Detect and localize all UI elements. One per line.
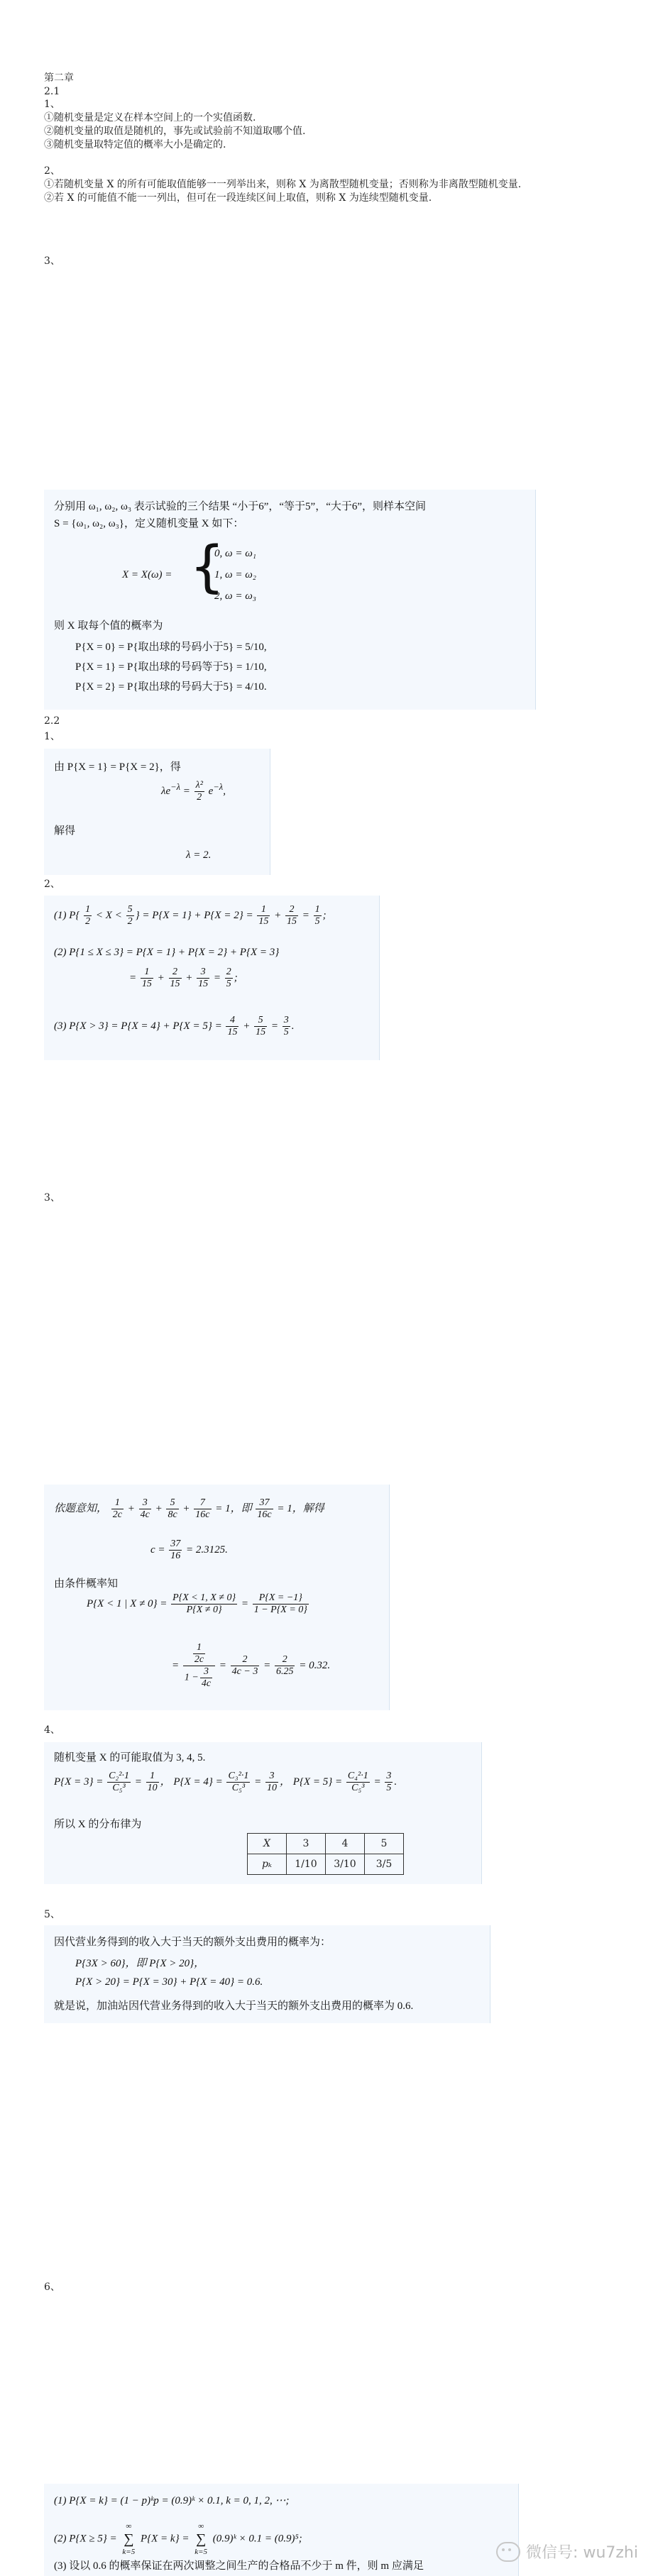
answer-line: ②若 X 的可能值不能一一列出，但可在一段连续区间上取值，则称 X 为连续型随机变量. — [44, 192, 432, 204]
answer-line: ①随机变量是定义在样本空间上的一个实值函数. — [44, 112, 256, 123]
piecewise-case: 1, ω = ω₂ — [214, 569, 257, 580]
result: λ = 2. — [186, 849, 212, 861]
brace-symbol: { — [190, 535, 225, 599]
solution-image-2-2-q3 — [44, 1485, 390, 1710]
solution-line: (3) 设以 0.6 的概率保证在两次调整之间生产的合格品不少于 m 件，则 m 应满足 — [54, 2560, 424, 2572]
chapter-title: 第二章 — [44, 72, 74, 84]
answer-line: ①若随机变量 X 的所有可能取值能够一一列举出来，则称 X 为离散型随机变量；否则称为非离散型随机变量. — [44, 179, 522, 190]
table-cell: 3 — [287, 1834, 326, 1854]
solution-line: 解得 — [54, 825, 76, 837]
equation-line: P{X < 1 | X ≠ 0} = $\frac{P\{X < 1, X \ne 0\}}{P\{X \ne 0\}}$ = $\frac{P\{X = -1\}}{1 - P\{X = 0\}}$ — [87, 1592, 307, 1615]
question-number: 3、 — [44, 255, 60, 267]
solution-line: 所以 X 的分布律为 — [54, 1819, 142, 1830]
equation-line: c = $\frac{37}{16}$ = 2.3125. — [150, 1539, 228, 1561]
equation-line: (2) P{X ≥ 5} = ∞ ∑ k=5 P{X = k} = ∞ ∑ k=5 (0.9)ᵏ × 0.1 = (0.9)⁵; — [54, 2522, 302, 2556]
equation-line: (3) P{X > 3} = P{X = 4} + P{X = 5} = $\frac{4}{15}$ + $\frac{5}{15}$ = $\frac{3}{5}$ . — [54, 1015, 295, 1037]
table-row — [248, 1834, 404, 1854]
piecewise-lhs: X = X(ω) = — [122, 569, 172, 580]
section-number-2-1: 2.1 — [44, 86, 60, 97]
table-cell: 3/5 — [365, 1854, 404, 1875]
solution-line: 因代营业务得到的收入大于当天的额外支出费用的概率为： — [54, 1937, 331, 1948]
probability-line: P{X = 0} = P{取出球的号码小于5} = 5/10, — [75, 642, 267, 653]
section-number-2-2: 2.2 — [44, 715, 60, 727]
solution-image-2-2-q5 — [44, 1925, 490, 2023]
equation-line: P{X = 3} = $\frac{\text{C₂²·1}}{\text{C₅³}}$ = $\frac{1}{10}$ ， P{X = 4} = $\frac{\text{C₃²·1}}{\text{C₅³}}$ = $\frac{3}{10}$ ， P{X = 5} = $\frac{\text{C₄²·1}}{\text{C₅³}}$ = $\frac{3}{5}$ . — [54, 1771, 397, 1793]
question-number: 4、 — [44, 1724, 60, 1736]
question-number: 1、 — [44, 99, 60, 110]
table-row — [248, 1854, 404, 1875]
solution-line: 由条件概率知 — [54, 1578, 119, 1590]
solution-image-2-2-q1 — [44, 749, 270, 875]
equation-line: (1) P{X = k} = (1 − p)ᵏp = (0.9)ᵏ × 0.1, k = 0, 1, 2, ⋯; — [54, 2495, 290, 2506]
solution-image-2-1-q3 — [44, 490, 536, 710]
table-cell: 1/10 — [287, 1854, 326, 1875]
solution-line: 则 X 取每个值的概率为 — [54, 620, 163, 632]
equation: $\lambda e^{-\lambda}$ = $\frac{\text{λ²}}{2}$ $e^{-\lambda}$, — [161, 780, 226, 803]
solution-line: 随机变量 X 的可能取值为 3, 4, 5. — [54, 1752, 206, 1763]
equation-line: (1) P{ $\frac{1}{2}$ < X < $\frac{5}{2}$ } = P{X = 1} + P{X = 2} = $\frac{1}{15}$ + $\frac{2}{15}$ = $\frac{1}{5}$ ; — [54, 904, 327, 927]
question-number: 2、 — [44, 165, 60, 177]
probability-line: P{X = 2} = P{取出球的号码大于5} = 4/10. — [75, 681, 267, 693]
solution-line: P{X > 20} = P{X = 30} + P{X = 40} = 0.6. — [75, 1976, 263, 1988]
answer-line: ③随机变量取特定值的概率大小是确定的. — [44, 139, 226, 150]
table-cell: pₖ — [248, 1854, 287, 1875]
question-number: 5、 — [44, 1909, 60, 1920]
wechat-icon — [496, 2542, 520, 2562]
equation-line: 依题意知， $\frac{1}{2c}$ + $\frac{3}{4c}$ + $\frac{5}{8c}$ + $\frac{7}{16c}$ = 1，即 $\frac{37}{16c}$ = 1，解得 — [54, 1497, 324, 1520]
solution-line: S = {ω₁, ω₂, ω₃}，定义随机变量 X 如下： — [54, 518, 244, 529]
probability-line: P{X = 1} = P{取出球的号码等于5} = 1/10, — [75, 661, 267, 673]
solution-image-2-2-q4 — [44, 1742, 482, 1884]
solution-image-2-2-q2 — [44, 896, 380, 1060]
distribution-table — [247, 1833, 404, 1875]
piecewise-case: 0, ω = ω₁ — [214, 548, 257, 559]
solution-line: 分别用 ω₁, ω₂, ω₃ 表示试验的三个结果 “小于6”，“等于5”，“大于6”，则样本空间 — [54, 501, 427, 512]
question-number: 1、 — [44, 731, 60, 742]
solution-line: P{3X > 60}，即 P{X > 20}， — [75, 1958, 205, 1969]
table-cell: 5 — [365, 1834, 404, 1854]
table-cell: 4 — [326, 1834, 365, 1854]
solution-line: 就是说，加油站因代营业务得到的收入大于当天的额外支出费用的概率为 0.6. — [54, 2000, 414, 2012]
equation-line: (2) P{1 ≤ X ≤ 3} = P{X = 1} + P{X = 2} + P{X = 3} — [54, 947, 280, 958]
equation-line: = $\frac{1}{15}$ + $\frac{2}{15}$ + $\frac{3}{15}$ = $\frac{2}{5}$ ; — [129, 967, 238, 989]
equation-line: = $\frac{1}{2c}$ 1 − $\frac{3}{4c}$ = $\frac{2}{4c - 3}$ = $\frac{2}{6.25}$ = 0.32. — [172, 1642, 331, 1689]
table-cell: 3/10 — [326, 1854, 365, 1875]
solution-image-2-2-q6 — [44, 2484, 519, 2576]
watermark-text: 微信号: wu7zhi — [526, 2544, 638, 2562]
answer-line: ②随机变量的取值是随机的，事先或试验前不知道取哪个值. — [44, 126, 306, 137]
question-number: 6、 — [44, 2281, 60, 2293]
question-number: 3、 — [44, 1192, 60, 1204]
solution-line: 由 P{X = 1} = P{X = 2}，得 — [54, 761, 181, 773]
watermark — [496, 2541, 638, 2563]
question-number: 2、 — [44, 879, 60, 890]
piecewise-case: 2, ω = ω₃ — [214, 590, 257, 602]
table-cell: X — [248, 1834, 287, 1854]
